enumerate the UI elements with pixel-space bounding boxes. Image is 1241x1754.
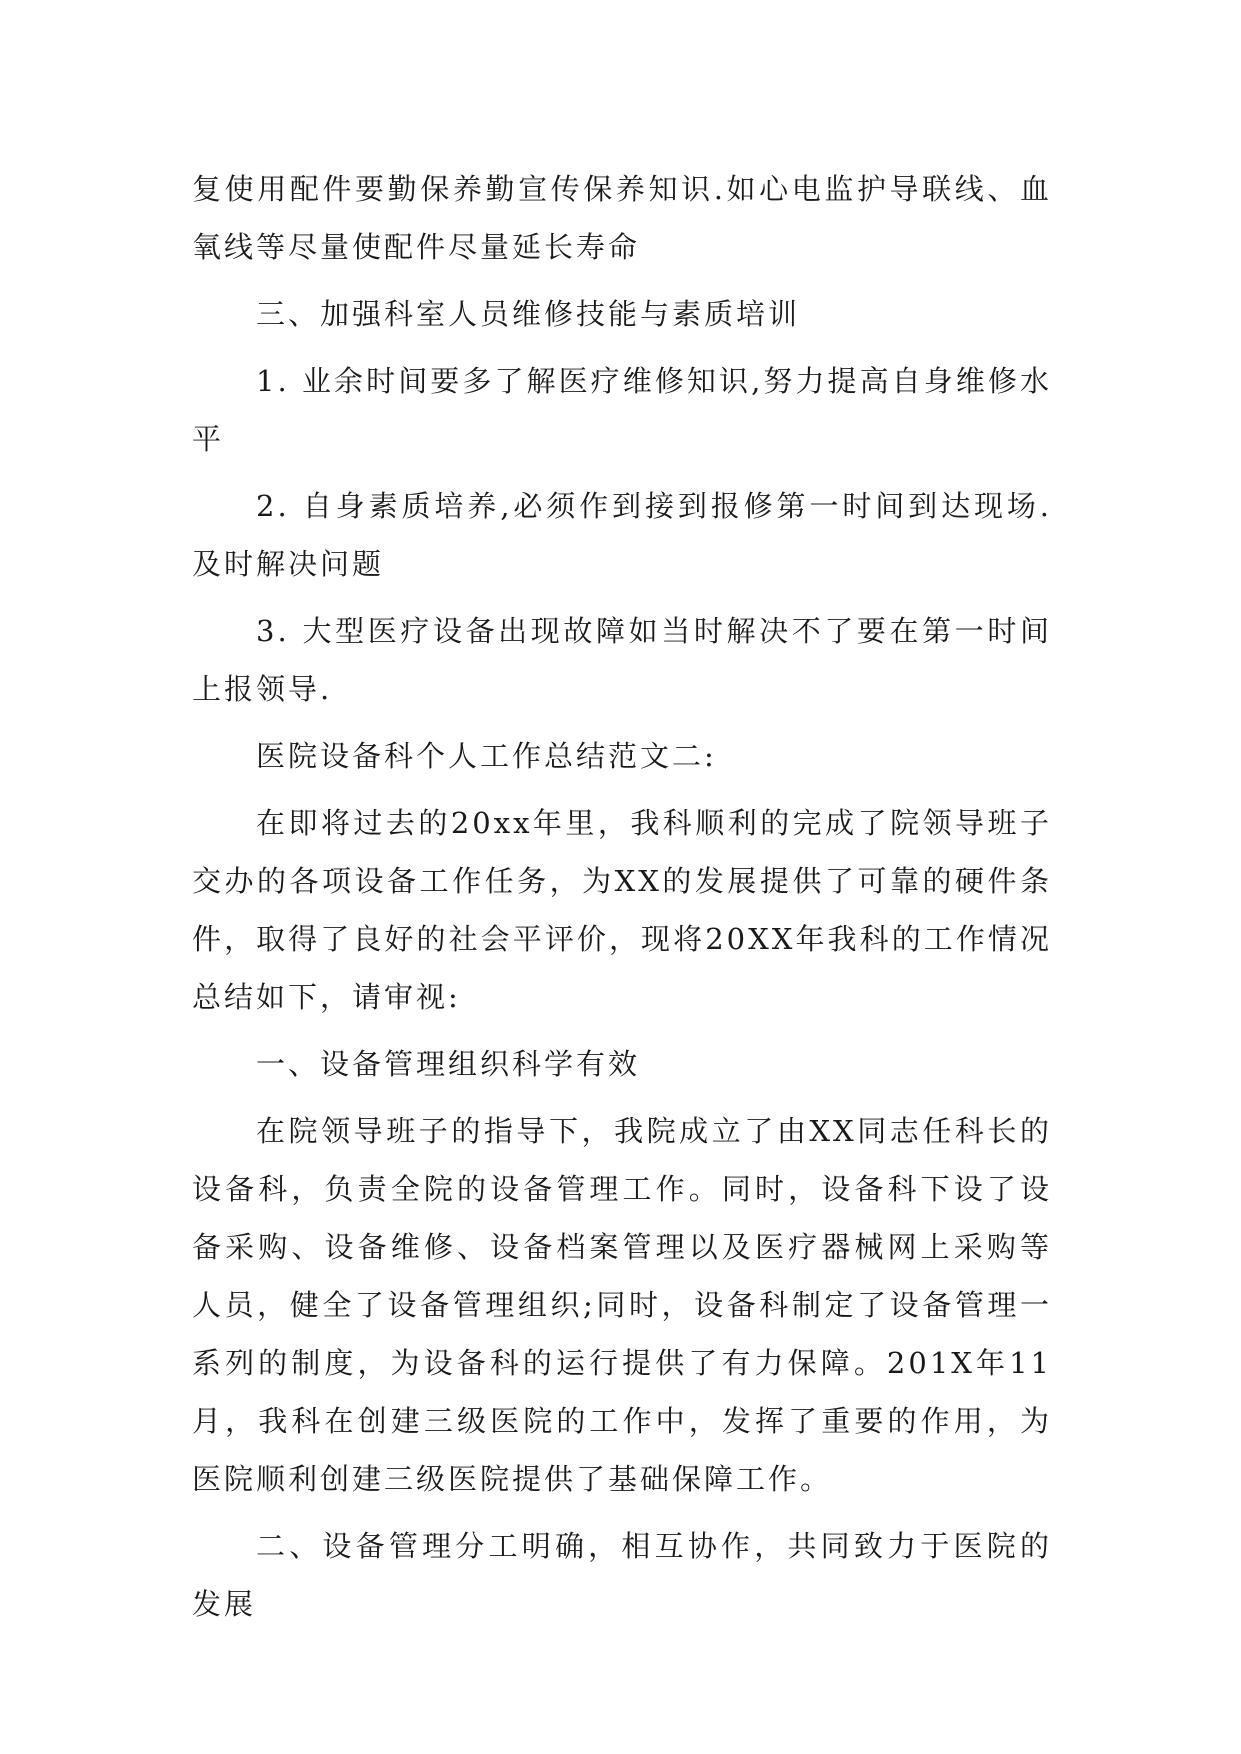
sample-two-title: 医院设备科个人工作总结范文二: — [256, 739, 717, 773]
list-item-3: 3. 大型医疗设备出现故障如当时解决不了要在第一时间上报领导. — [192, 614, 1052, 706]
heading-section-three: 三、加强科室人员维修技能与素质培训 — [256, 297, 801, 331]
document-body — [192, 160, 1052, 1642]
heading-section-one: 一、设备管理组织科学有效 — [256, 1047, 641, 1081]
list-item-2: 2. 自身素质培养,必须作到接到报修第一时间到达现场.及时解决问题 — [192, 489, 1052, 581]
paragraph-intro: 在即将过去的20xx年里，我科顺利的完成了院领导班子交办的各项设备工作任务，为XX的发展提供了可靠的硬件条件，取得了良好的社会平评价，现将20XX年我科的工作情况总结如下，请审视: — [192, 806, 1052, 1014]
list-item-1: 1. 业余时间要多了解医疗维修知识,努力提高自身维修水平 — [192, 364, 1052, 456]
heading-section-two: 二、设备管理分工明确，相互协作，共同致力于医院的发展 — [192, 1529, 1052, 1621]
paragraph-organization: 在院领导班子的指导下，我院成立了由XX同志任科长的设备科，负责全院的设备管理工作。同时，设备科下设了设备采购、设备维修、设备档案管理以及医疗器械网上采购等人员，健全了设备管理组织;同时，设备科制定了设备管理一系列的制度，为设备科的运行提供了有力保障。201X年11月，我科在创建三级医院的工作中，发挥了重要的作用，为医院顺利创建三级医院提供了基础保障工作。 — [192, 1114, 1052, 1496]
paragraph-spare-parts-care: 复使用配件要勤保养勤宣传保养知识.如心电监护导联线、血氧线等尽量使配件尽量延长寿命 — [192, 172, 1052, 264]
